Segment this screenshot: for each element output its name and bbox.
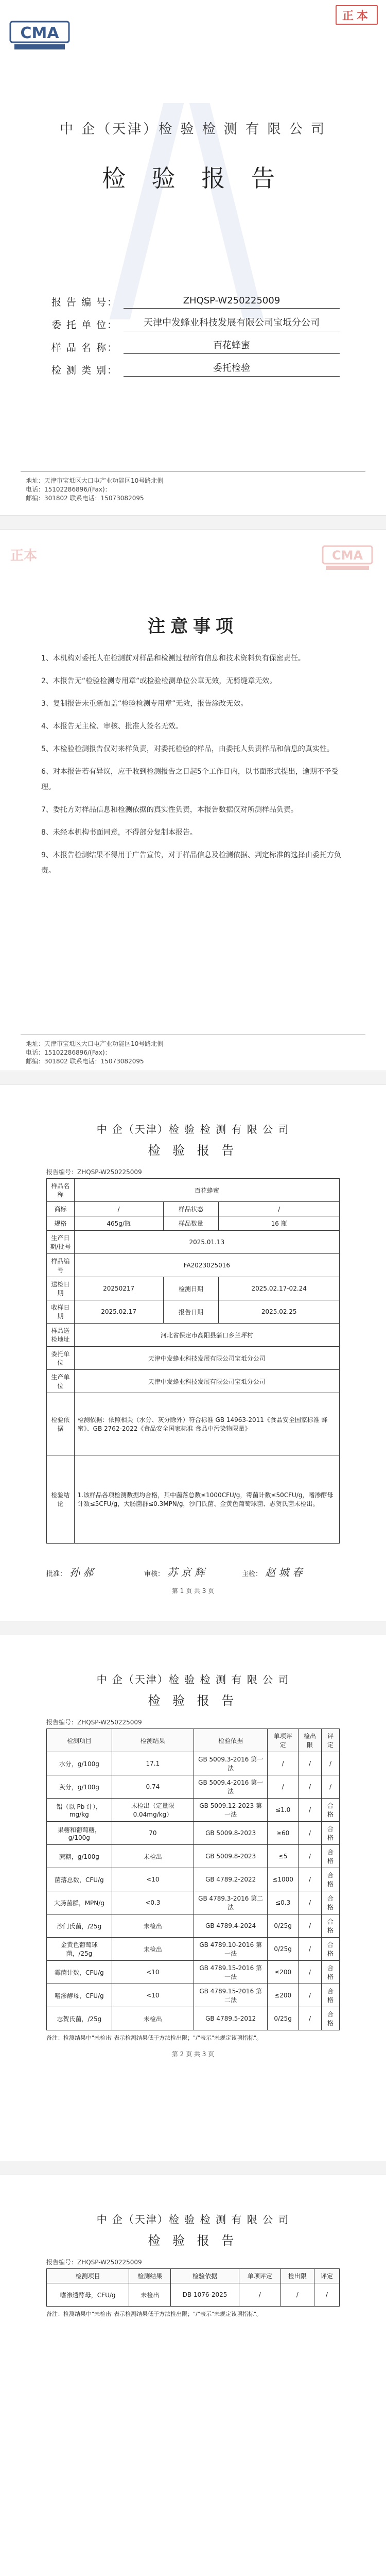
- signature-name: 赵 城 春: [265, 1566, 303, 1579]
- table-cell: GB 4789.5-2012: [194, 2007, 268, 2030]
- table-cell: 1.该样品各项检测数据均合格，其中菌落总数≤1000CFU/g，霉菌计数≤50CFU/g，嗜渗酵母计数≤5CFU/g，大肠菌群≤0.3MPN/g，沙门氏菌、金黄色葡萄球菌、志贺氏菌未检出。: [74, 1455, 339, 1544]
- table-cell: 商标: [47, 1202, 75, 1216]
- table-cell: GB 5009.8-2023: [194, 1845, 268, 1868]
- column-header: 检出限: [280, 2269, 314, 2283]
- table-cell: <0.3: [112, 1891, 194, 1914]
- table-cell: 样品编号: [47, 1254, 75, 1277]
- table-row: [47, 1300, 340, 1324]
- table-cell: DB 1076-2025: [171, 2283, 239, 2307]
- report-title: 检 验 报 告: [102, 164, 284, 192]
- info-label: 样 品 名 称：: [51, 342, 118, 353]
- info-label: 报 告 编 号：: [51, 297, 118, 308]
- notice-item: 6、对本报告若有异议，应于收到检测报告之日起5个工作日内，以书面形式提出，逾期不予受理。: [41, 768, 339, 791]
- table-row: [47, 1324, 340, 1347]
- table-cell: /: [299, 1938, 322, 1961]
- faint-stamp: 正本: [10, 548, 38, 564]
- report-number: 报告编号：ZHQSP-W250225009: [46, 1719, 142, 1726]
- divider: [21, 471, 365, 472]
- cma-logo-icon: [322, 545, 373, 571]
- table-cell: 未检出: [112, 1938, 194, 1961]
- signature-inspect: [242, 1564, 340, 1579]
- table-cell: GB 5009.12-2023 第一法: [194, 1799, 268, 1822]
- table-cell: 样品送检地址: [47, 1324, 75, 1347]
- table-cell: /: [299, 1961, 322, 1984]
- table-cell: /: [74, 1202, 163, 1216]
- table-cell: GB 4789.15-2016 第一法: [194, 1961, 268, 1984]
- table-cell: 未检出: [112, 1845, 194, 1868]
- table-cell: 生产单位: [47, 1370, 75, 1393]
- table-cell: 送检日期: [47, 1277, 75, 1300]
- report-title: 检 验 报 告: [148, 1693, 238, 1708]
- svg-text:CMA: CMA: [20, 24, 59, 42]
- table-cell: 检验结论: [47, 1455, 75, 1544]
- table-cell: GB 4789.2-2022: [194, 1868, 268, 1891]
- table-row: [47, 1822, 340, 1845]
- notice-item: 5、本检验检测报告仅对来样负责，对委托检验的样品，由委托人负责样品和信息的真实性。: [41, 745, 334, 753]
- table-cell: 水分，g/100g: [47, 1752, 112, 1775]
- signature-label: 批准：: [46, 1570, 67, 1578]
- table-cell: 0/25g: [268, 1914, 299, 1938]
- table-cell: 未检出: [112, 2007, 194, 2030]
- table-cell: 合格: [321, 1868, 339, 1891]
- signature-approve: [46, 1564, 144, 1579]
- table-cell: 合格: [321, 1822, 339, 1845]
- table-cell: 17.1: [112, 1752, 194, 1775]
- page-number: 第 2 页 共 3 页: [171, 2050, 215, 2058]
- table-cell: 志贺氏菌，/25g: [47, 2007, 112, 2030]
- address-line: 邮编：301802 联系电话：15073082095: [26, 1058, 144, 1065]
- table-row: [47, 1455, 340, 1544]
- table-cell: 报告日期: [163, 1300, 219, 1324]
- info-value: 天津中发蜂业科技发展有限公司宝坻分公司: [124, 315, 340, 331]
- table-cell: 合格: [321, 1891, 339, 1914]
- table-row: [47, 1370, 340, 1393]
- signature-label: 审核：: [144, 1570, 165, 1578]
- table-row: [47, 1775, 340, 1799]
- table-cell: 0/25g: [268, 2007, 299, 2030]
- table-row: [47, 2007, 340, 2030]
- table-cell: /: [299, 1799, 322, 1822]
- results-table: [46, 1728, 340, 2030]
- notice-title: 注意事项: [148, 616, 238, 637]
- table-cell: 天津中发蜂业科技发展有限公司宝坻分公司: [74, 1370, 339, 1393]
- page-gap: [0, 1621, 386, 1635]
- table-cell: 2025.02.25: [219, 1300, 340, 1324]
- table-cell: 20250217: [74, 1277, 163, 1300]
- table-cell: 未检出: [129, 2283, 171, 2307]
- column-header: 检测项目: [47, 1729, 112, 1752]
- signature-label: 主检：: [242, 1570, 262, 1578]
- table-cell: 合格: [321, 1845, 339, 1868]
- page-gap: [0, 515, 386, 530]
- info-row-type: [51, 354, 340, 377]
- table-row: [47, 1277, 340, 1300]
- table-cell: ≤1.0: [268, 1799, 299, 1822]
- org-name: 中 企（天津）检 验 检 测 有 限 公 司: [96, 1123, 290, 1136]
- table-cell: <10: [112, 1984, 194, 2007]
- table-cell: 百花蜂蜜: [74, 1179, 339, 1202]
- table-cell: /: [299, 1914, 322, 1938]
- table-cell: 0/25g: [268, 1938, 299, 1961]
- table-cell: ≤200: [268, 1961, 299, 1984]
- address-line: 地址：天津市宝坻区大口屯产业功能区10号路北侧: [26, 1040, 164, 1047]
- org-name: 中 企（天津）检 验 检 测 有 限 公 司: [96, 1673, 290, 1686]
- notice-item: 9、本报告检测结果不得用于广告宣传，对于样品信息及检测依据、判定标准的选择由委托方负责。: [41, 851, 341, 875]
- column-header: 单项评定: [268, 1729, 299, 1752]
- info-value: ZHQSP-W250225009: [124, 295, 340, 309]
- info-row-report-no: [51, 286, 340, 309]
- table-row: [47, 1845, 340, 1868]
- table-cell: ≤1000: [268, 1868, 299, 1891]
- table-cell: /: [268, 1775, 299, 1799]
- info-value: 百花蜂蜜: [124, 338, 340, 354]
- svg-text:CMA: CMA: [331, 548, 363, 563]
- signature-name: 苏 京 辉: [167, 1566, 205, 1579]
- table-header-row: [47, 1729, 340, 1752]
- org-name: 中 企（天津）检 验 检 测 有 限 公 司: [96, 2213, 290, 2226]
- notice-item: 4、本报告无主检、审核、批准人签名无效。: [41, 722, 183, 731]
- column-header: 评定: [321, 1729, 339, 1752]
- results-table: [46, 2268, 340, 2307]
- table-cell: 70: [112, 1822, 194, 1845]
- table-cell: GB 5009.3-2016 第一法: [194, 1752, 268, 1775]
- table-cell: GB 5009.4-2016 第一法: [194, 1775, 268, 1799]
- table-cell: 16 瓶: [219, 1216, 340, 1231]
- table-row: [47, 1938, 340, 1961]
- column-header: 检测结果: [112, 1729, 194, 1752]
- table-cell: 合格: [321, 1984, 339, 2007]
- table-cell: ≥60: [268, 1822, 299, 1845]
- table-cell: /: [239, 2283, 280, 2307]
- table-row: [47, 1216, 340, 1231]
- table-cell: 465g/瓶: [74, 1216, 163, 1231]
- table-cell: 收样日期: [47, 1300, 75, 1324]
- report-title: 检 验 报 告: [148, 1143, 238, 1158]
- table-cell: /: [219, 1202, 340, 1216]
- table-cell: 样品状态: [163, 1202, 219, 1216]
- table-cell: 样品数量: [163, 1216, 219, 1231]
- table-row: [47, 1347, 340, 1370]
- signature-review: [144, 1564, 242, 1579]
- info-label: 检 测 类 别：: [51, 365, 118, 376]
- table-cell: ≤200: [268, 1984, 299, 2007]
- report-number: 报告编号：ZHQSP-W250225009: [46, 2259, 142, 2266]
- table-cell: 霉菌计数，CFU/g: [47, 1961, 112, 1984]
- table-cell: FA2023025016: [74, 1254, 339, 1277]
- table-cell: 合格: [321, 2007, 339, 2030]
- table-cell: ≤0.3: [268, 1891, 299, 1914]
- table-cell: GB 4789.15-2016 第二法: [194, 1984, 268, 2007]
- notice-address: [26, 1040, 163, 1066]
- info-value: 委托检验: [124, 361, 340, 377]
- notice-item: 1、本机构对委托人在检测前对样品和检测过程所有信息和技术资料负有保密责任。: [41, 654, 305, 663]
- table-cell: 0.74: [112, 1775, 194, 1799]
- table-cell: <10: [112, 1961, 194, 1984]
- table-row: [47, 2283, 340, 2307]
- table-row: [47, 1202, 340, 1216]
- address-line: 电话：15102286896/(Fax)：: [26, 486, 111, 493]
- table-row: [47, 1961, 340, 1984]
- table-cell: 嗜渗酵母，CFU/g: [47, 1984, 112, 2007]
- column-header: 单项评定: [239, 2269, 280, 2283]
- info-label: 委 托 单 位：: [51, 319, 118, 331]
- info-row-sample: [51, 331, 340, 354]
- table-cell: 天津中发蜂业科技发展有限公司宝坻分公司: [74, 1347, 339, 1370]
- table-cell: 检测依据：依照相关（水分、灰分除外）符合标准 GB 14963-2011《食品安全国家标准 蜂蜜》、GB 2762-2022《食品安全国家标准 食品中污染物限量》: [74, 1393, 339, 1455]
- table-cell: /: [299, 2007, 322, 2030]
- table-cell: /: [321, 1752, 339, 1775]
- report-title: 检 验 报 告: [148, 2233, 238, 2248]
- table-cell: ≤5: [268, 1845, 299, 1868]
- info-row-client: [51, 309, 340, 331]
- page-number: 第 1 页 共 3 页: [171, 1587, 215, 1595]
- notice-item: 7、委托方对样品信息和检测依据的真实性负责，本报告数据仅对所测样品负责。: [41, 806, 298, 814]
- table-cell: 2025.01.13: [74, 1231, 339, 1254]
- notice-list: [41, 651, 345, 886]
- table-cell: 菌落总数，CFU/g: [47, 1868, 112, 1891]
- table-row: [47, 1868, 340, 1891]
- table-row: [47, 1799, 340, 1822]
- table-cell: /: [299, 1868, 322, 1891]
- address-line: 邮编：301802 联系电话：15073082095: [26, 495, 144, 502]
- table-cell: GB 4789.10-2016 第一法: [194, 1938, 268, 1961]
- notice-item: 3、复制报告未重新加盖“检验检测专用章”无效，报告涂改无效。: [41, 700, 248, 708]
- cover-address: [26, 477, 163, 503]
- table-row: [47, 1984, 340, 2007]
- table-cell: 嗜渗透酵母，CFU/g: [47, 2283, 129, 2307]
- table-row: [47, 1752, 340, 1775]
- signature-row: [46, 1564, 340, 1579]
- table-cell: 铅（以 Pb 计），mg/kg: [47, 1799, 112, 1822]
- table-cell: 生产日期/批号: [47, 1231, 75, 1254]
- table-row: [47, 1914, 340, 1938]
- table-cell: 委托单位: [47, 1347, 75, 1370]
- table-cell: 大肠菌群，MPN/g: [47, 1891, 112, 1914]
- table-cell: /: [299, 1822, 322, 1845]
- table-cell: /: [321, 1775, 339, 1799]
- table-cell: /: [314, 2283, 339, 2307]
- column-header: 检验依据: [194, 1729, 268, 1752]
- table-cell: /: [299, 1891, 322, 1914]
- table-cell: 样品名称: [47, 1179, 75, 1202]
- column-header: 评定: [314, 2269, 339, 2283]
- table-cell: 合格: [321, 1914, 339, 1938]
- table-cell: 沙门氏菌，/25g: [47, 1914, 112, 1938]
- table-cell: 未检出（定量限0.04mg/kg）: [112, 1799, 194, 1822]
- signature-name: 孙 郝: [69, 1566, 94, 1579]
- column-header: 检出限: [299, 1729, 322, 1752]
- table-cell: 未检出: [112, 1914, 194, 1938]
- table-cell: /: [299, 1775, 322, 1799]
- column-header: 检测结果: [129, 2269, 171, 2283]
- original-stamp: 正本: [336, 5, 378, 25]
- cma-logo-icon: [9, 21, 70, 52]
- address-line: 电话：15102286896/(Fax)：: [26, 1049, 111, 1056]
- table-row: [47, 1179, 340, 1202]
- table-cell: 合格: [321, 1961, 339, 1984]
- table-cell: 金黄色葡萄球菌，/25g: [47, 1938, 112, 1961]
- table-cell: 果糖和葡萄糖，g/100g: [47, 1822, 112, 1845]
- table-cell: GB 5009.8-2023: [194, 1822, 268, 1845]
- cover-info: [51, 286, 340, 377]
- table-row: [47, 1231, 340, 1254]
- org-name: 中 企（天津）检 验 检 测 有 限 公 司: [59, 122, 327, 137]
- table-row: [47, 1393, 340, 1455]
- remark: 备注：检测结果中"未检出"表示检测结果低于方法检出限；"/"表示"未规定该项指标"。: [46, 2035, 262, 2041]
- table-cell: <10: [112, 1868, 194, 1891]
- remark: 备注：检测结果中"未检出"表示检测结果低于方法检出限；"/"表示"未规定该项指标"。: [46, 2311, 262, 2317]
- table-cell: 河北省保定市高阳县蒲口乡兰坪村: [74, 1324, 339, 1347]
- column-header: 检验依据: [171, 2269, 239, 2283]
- sample-info-table: [46, 1178, 340, 1544]
- address-line: 地址：天津市宝坻区大口屯产业功能区10号路北侧: [26, 477, 164, 484]
- table-cell: /: [299, 1845, 322, 1868]
- table-cell: GB 4789.4-2024: [194, 1914, 268, 1938]
- notice-item: 2、本报告无“检验检测专用章”或检验检测单位公章无效，无骑缝章无效。: [41, 677, 277, 685]
- table-cell: /: [299, 1984, 322, 2007]
- page-gap: [0, 2161, 386, 2175]
- result-page-2: [0, 1635, 386, 2161]
- report-number: 报告编号：ZHQSP-W250225009: [46, 1168, 142, 1176]
- table-cell: /: [299, 1752, 322, 1775]
- table-cell: /: [268, 1752, 299, 1775]
- column-header: 检测项目: [47, 2269, 129, 2283]
- table-cell: 检验依据: [47, 1393, 75, 1455]
- cover-page: [0, 0, 386, 515]
- table-cell: /: [280, 2283, 314, 2307]
- table-cell: 合格: [321, 1938, 339, 1961]
- table-cell: 灰分，g/100g: [47, 1775, 112, 1799]
- table-cell: 2025.02.17: [74, 1300, 163, 1324]
- result-page-1: [0, 1085, 386, 1621]
- result-page-3: [0, 2175, 386, 2576]
- table-cell: 合格: [321, 1799, 339, 1822]
- table-cell: 规格: [47, 1216, 75, 1231]
- table-cell: 蔗糖，g/100g: [47, 1845, 112, 1868]
- table-cell: 检测日期: [163, 1277, 219, 1300]
- notice-page: [0, 530, 386, 1071]
- table-row: [47, 1254, 340, 1277]
- notice-item: 8、未经本机构书面同意，不得部分复制本报告。: [41, 828, 197, 837]
- page-gap: [0, 1071, 386, 1085]
- table-header-row: [47, 2269, 340, 2283]
- table-cell: GB 4789.3-2016 第二法: [194, 1891, 268, 1914]
- table-row: [47, 1891, 340, 1914]
- table-cell: 2025.02.17-02.24: [219, 1277, 340, 1300]
